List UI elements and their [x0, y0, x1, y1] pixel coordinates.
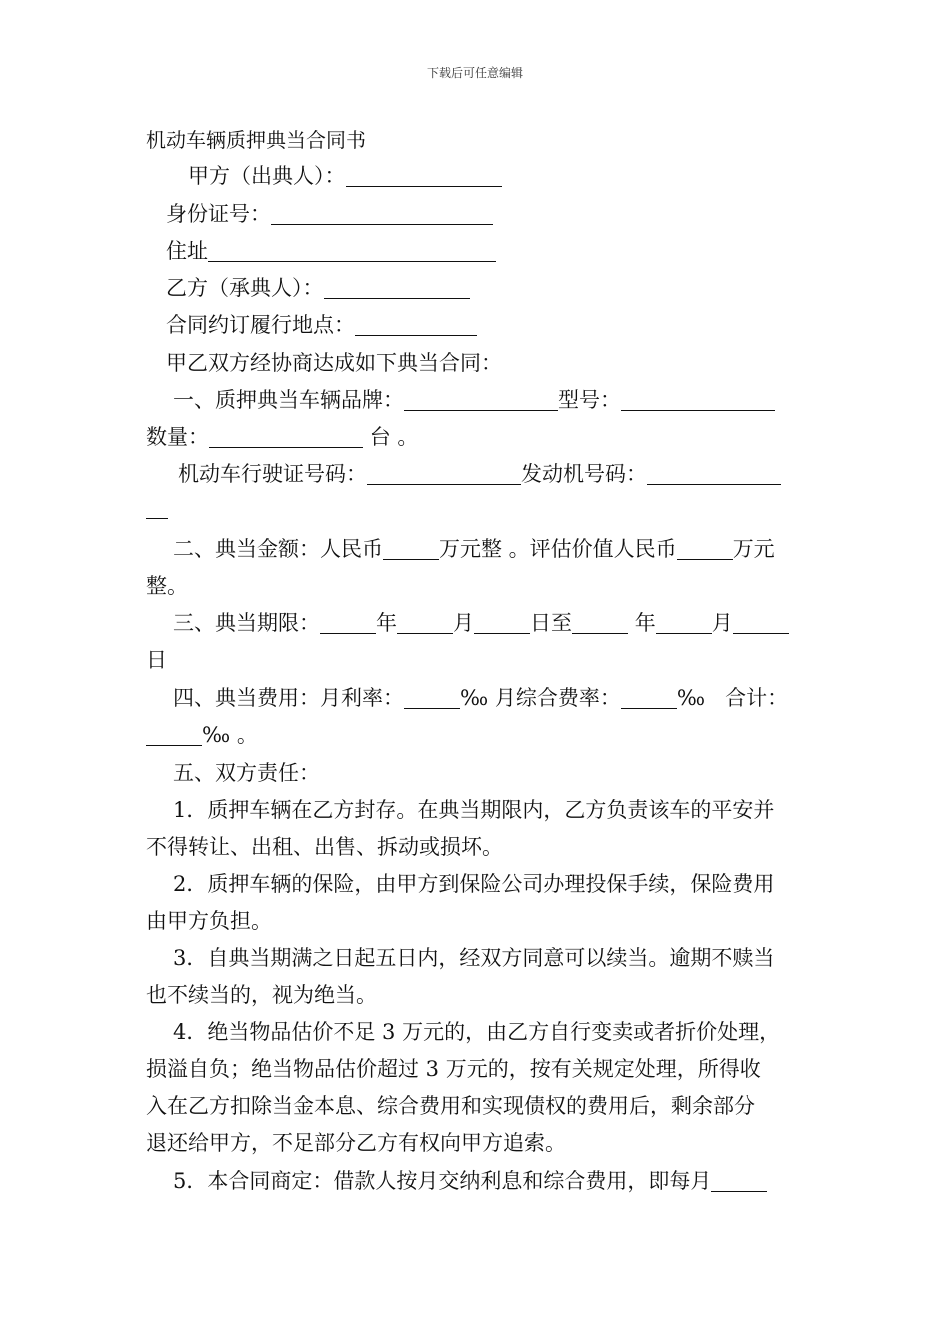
- clause-3-line-1: 3．自典当期满之日起五日内，经双方同意可以续当。逾期不赎当: [173, 946, 775, 970]
- section-2-end: 整。: [146, 574, 188, 598]
- clause-2-line-2: 由甲方负担。: [146, 909, 272, 933]
- section-2-line: [173, 533, 775, 563]
- party-b-blank: [324, 276, 470, 299]
- engine-blank-continued: [146, 496, 168, 520]
- month-label-2: 月: [711, 611, 733, 635]
- amount-label: 二、典当金额：人民币: [173, 537, 383, 561]
- total-permille: ‰ 。: [202, 723, 258, 747]
- monthly-rate-blank: [404, 686, 460, 709]
- end-month-blank: [656, 611, 712, 634]
- section-3-end: 日: [146, 648, 167, 672]
- rate-label: 四、典当费用：月利率：: [173, 686, 404, 710]
- engine-label: 发动机号码：: [521, 462, 647, 486]
- amount-blank: [383, 537, 439, 560]
- clause-5-line-1: [173, 1165, 767, 1195]
- day-to-label: 日至: [530, 611, 572, 635]
- start-day-blank: [474, 611, 530, 634]
- total-blank: [146, 723, 202, 746]
- clause-4-line-1: 4．绝当物品估价不足 3 万元的，由乙方自行变卖或者折价处理，: [173, 1020, 781, 1044]
- party-a-line: [188, 160, 502, 190]
- term-label: 三、典当期限：: [173, 611, 320, 635]
- fee-rate-blank: [621, 686, 677, 709]
- valuation-blank: [677, 537, 733, 560]
- brand-blank: [404, 388, 558, 411]
- license-line: [178, 458, 781, 488]
- permille-label: ‰: [676, 686, 706, 710]
- license-blank: [367, 462, 521, 485]
- quantity-line: [146, 421, 418, 451]
- section-5-heading: 五、双方责任：: [173, 761, 320, 785]
- model-blank: [621, 388, 775, 411]
- start-month-blank: [397, 611, 453, 634]
- clause-1-line-2: 不得转让、出租、出售、拆动或损坏。: [146, 835, 503, 859]
- location-blank: [355, 313, 477, 336]
- total-line: [146, 719, 258, 749]
- section-3-line: [173, 607, 789, 637]
- clause-3-line-2: 也不续当的，视为绝当。: [146, 983, 377, 1007]
- year-label-2: 年: [634, 611, 656, 635]
- year-label-1: 年: [376, 611, 397, 635]
- party-a-blank: [346, 164, 502, 187]
- party-b-line: [166, 272, 470, 302]
- model-label: 型号：: [558, 388, 621, 412]
- fee-rate-label: ‰ 月综合费率：: [460, 686, 621, 710]
- clause-5-text: 5．本合同商定：借款人按月交纳利息和综合费用，即每月: [173, 1169, 712, 1193]
- quantity-unit: 台 。: [369, 425, 419, 449]
- address-label: 住址: [166, 239, 208, 263]
- monthly-payment-blank: [711, 1169, 767, 1192]
- engine-blank-tail: [146, 496, 168, 519]
- quantity-label: 数量：: [146, 425, 209, 449]
- document-title: 机动车辆质押典当合同书: [146, 128, 366, 152]
- id-line: [166, 198, 493, 228]
- end-day-blank: [733, 611, 789, 634]
- end-year-blank: [572, 611, 628, 634]
- engine-blank: [647, 462, 781, 485]
- location-label: 合同约订履行地点：: [166, 313, 355, 337]
- clause-4-line-4: 退还给甲方，不足部分乙方有权向甲方追索。: [146, 1131, 566, 1155]
- license-label: 机动车行驶证号码：: [178, 462, 367, 486]
- section-1-line: [173, 384, 775, 414]
- id-label: 身份证号：: [166, 202, 271, 226]
- clause-1-line-1: 1．质押车辆在乙方封存。在典当期限内，乙方负责该车的平安并: [173, 798, 775, 822]
- header-watermark: 下载后可任意编辑: [426, 66, 523, 80]
- id-blank: [271, 202, 493, 225]
- total-label: 合计：: [725, 686, 789, 710]
- month-label-1: 月: [453, 611, 474, 635]
- section-4-line: [173, 682, 788, 712]
- intro-line: 甲乙双方经协商达成如下典当合同：: [166, 351, 502, 375]
- location-line: [166, 309, 477, 339]
- quantity-blank: [209, 425, 363, 448]
- party-a-label: 甲方（出典人）：: [188, 164, 346, 188]
- address-blank: [208, 239, 496, 262]
- address-line: [166, 235, 496, 265]
- clause-2-line-1: 2．质押车辆的保险，由甲方到保险公司办理投保手续，保险费用: [173, 872, 775, 896]
- clause-4-line-3: 入在乙方扣除当金本息、综合费用和实现债权的费用后，剩余部分: [146, 1094, 755, 1118]
- start-year-blank: [320, 611, 376, 634]
- party-b-label: 乙方（承典人）：: [166, 276, 324, 300]
- clause-4-line-2: 损溢自负；绝当物品估价超过 3 万元的，按有关规定处理，所得收: [146, 1057, 761, 1081]
- brand-label: 一、质押典当车辆品牌：: [173, 388, 404, 412]
- valuation-label: 万元整 。评估价值人民币: [439, 537, 677, 561]
- valuation-unit: 万元: [732, 537, 775, 561]
